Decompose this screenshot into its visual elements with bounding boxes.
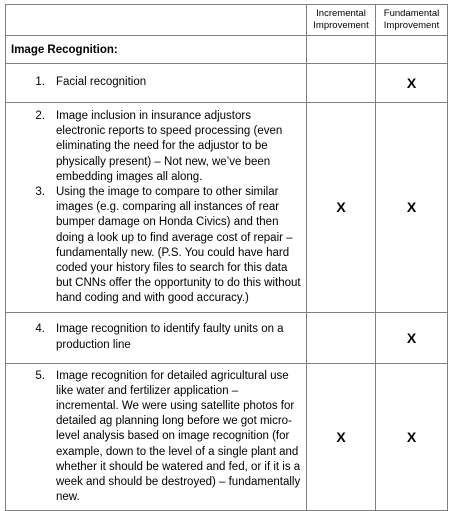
section-incremental-cell [307,36,376,64]
description-cell [6,363,307,511]
header-fundamental: Fundamental Improvement [376,5,448,36]
fundamental-mark: X [376,64,448,103]
incremental-mark: X [307,103,376,313]
fundamental-mark: X [376,103,448,313]
header-incremental: Incremental Improvement [307,5,376,36]
item-number: 4. [35,323,45,336]
header-row [6,5,448,36]
list-item [6,109,306,185]
section-row [6,36,448,64]
list-item [6,322,306,352]
description-cell [6,103,307,313]
item-number: 5. [35,369,45,382]
item-number: 2. [35,110,45,122]
fundamental-mark: X [376,363,448,511]
table-row [6,363,448,511]
list-item [6,185,306,307]
item-number: 1. [35,76,45,89]
description-cell [6,64,307,103]
description-cell [6,312,307,363]
list-item [6,75,306,90]
section-fundamental-cell [376,36,448,64]
item-text: Image recognition for detailed agricultural use like water and fertilizer application – incremental. We were using satellite photos for detailed ag planning long before we got micro-level analysis based on image recognition (for example, down to the level of a single plant and whether it should be watered and fed, or if it is a week and should be destroyed) – fundamentally new. [56,369,301,504]
item-text: Using the image to compare to other similar images (e.g. comparing all instances of rear bumper damage on Honda Civics) and then doing a look up to find average cost of repair – fundamentally new. (P.S. You could have hard coded your history files to search for this data but CNNs offer the opportunity to do this without hand coding and with good accuracy.) [56,186,301,305]
list-item [6,369,306,506]
header-blank-cell [6,5,307,36]
item-number: 3. [35,186,45,199]
incremental-mark: X [307,363,376,511]
incremental-mark [307,312,376,363]
item-text: Facial recognition [56,76,147,89]
fundamental-mark: X [376,312,448,363]
table-row [6,103,448,313]
section-title: Image Recognition: [6,36,307,64]
table-row [6,312,448,363]
item-text: Image recognition to identify faulty units on a production line [56,323,284,351]
item-text: Image inclusion in insurance adjustors electronic reports to speed processing (even eliminating the need for the adjustor to be physically present) – Not new, we’ve been embedding images all along. [56,110,283,183]
table-row [6,64,448,103]
incremental-mark [307,64,376,103]
improvement-table [5,4,448,511]
